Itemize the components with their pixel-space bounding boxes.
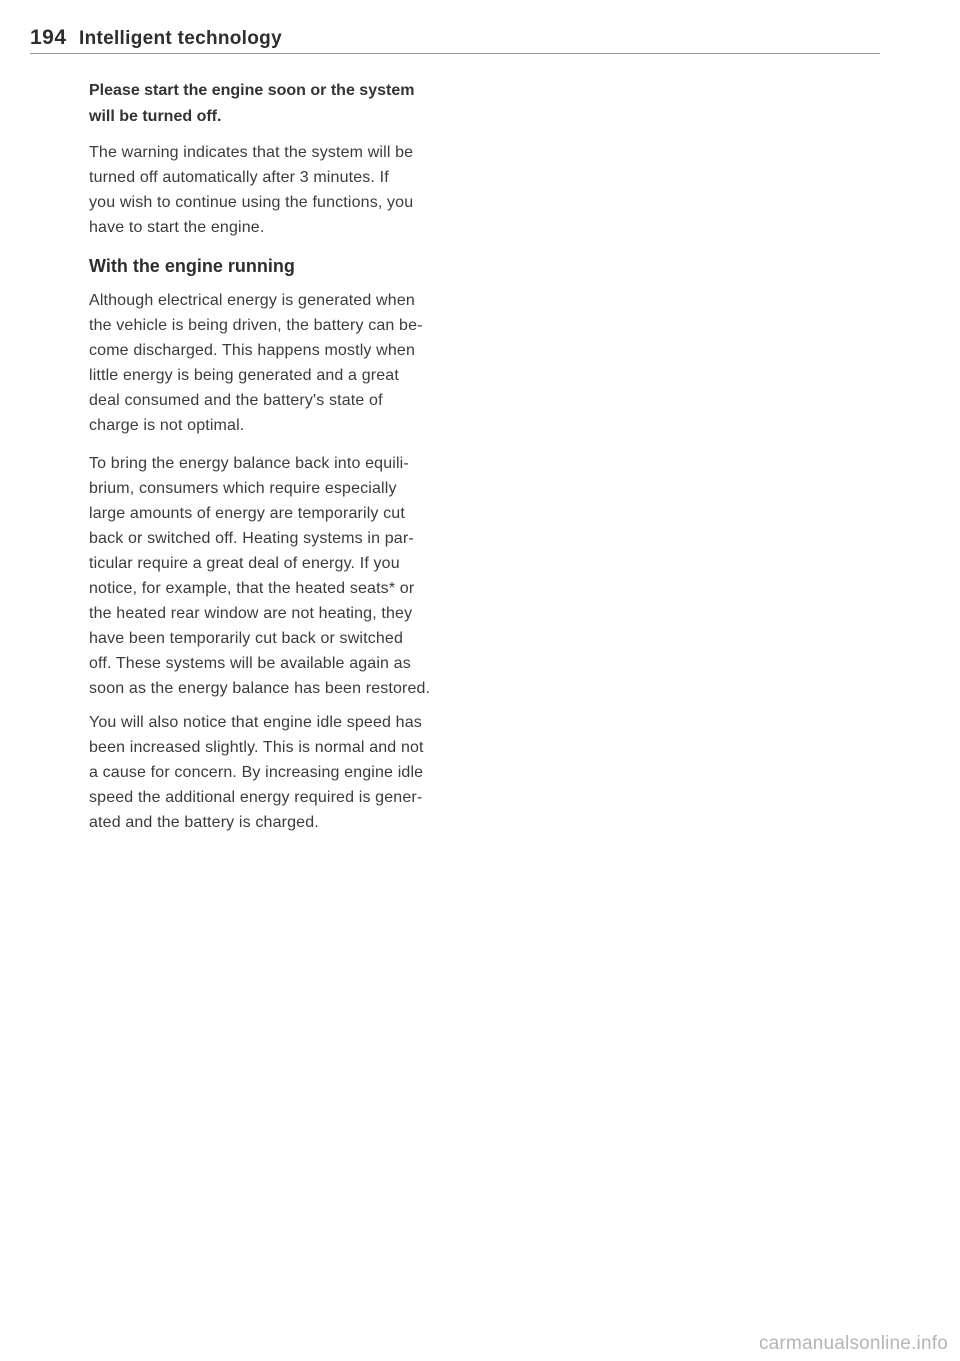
text-line: brium, consumers which require especially [89,480,397,497]
heading-line: will be turned off. [89,108,222,125]
text-line: off. These systems will be available again as [89,655,411,672]
text-line: have been temporarily cut back or switched [89,630,404,647]
text-line: turned off automatically after 3 minutes. If [89,169,389,186]
paragraph-idle-speed [89,710,424,835]
text-line: you wish to continue using the functions, you [89,194,414,211]
section-title: Intelligent technology [79,28,282,49]
text-line: the vehicle is being driven, the battery can be- [89,317,423,334]
text-line: The warning indicates that the system will be [89,144,414,161]
text-line: soon as the energy balance has been restored. [89,680,431,697]
text-line: charge is not optimal. [89,417,245,434]
text-line: have to start the engine. [89,219,265,236]
text-line: ated and the battery is charged. [89,814,319,831]
warning-heading [89,78,414,130]
text-line: been increased slightly. This is normal and not [89,739,424,756]
footer-watermark: carmanualsonline.info [758,1333,948,1354]
text-line: deal consumed and the battery's state of [89,392,383,409]
paragraph-energy-balance [89,451,430,701]
text-line: To bring the energy balance back into equili- [89,455,409,472]
text-line: You will also notice that engine idle speed has [89,714,422,731]
warning-paragraph [89,140,413,240]
text-line: a cause for concern. By increasing engine idle [89,764,424,781]
subheading: With the engine running [89,256,295,276]
page-header [30,26,880,54]
text-line: notice, for example, that the heated seats* or [89,580,415,597]
text-line: Although electrical energy is generated when [89,292,415,309]
text-line: little energy is being generated and a great [89,367,399,384]
text-line: come discharged. This happens mostly when [89,342,416,359]
text-line: speed the additional energy required is gener- [89,789,423,806]
heading-line: Please start the engine soon or the system [89,82,415,99]
text-line: ticular require a great deal of energy. If you [89,555,400,572]
text-line: the heated rear window are not heating, they [89,605,413,622]
text-line: back or switched off. Heating systems in par- [89,530,414,547]
page-number: 194 [30,26,67,49]
text-line: large amounts of energy are temporarily cut [89,505,405,522]
paragraph-energy-discharge [89,288,423,438]
